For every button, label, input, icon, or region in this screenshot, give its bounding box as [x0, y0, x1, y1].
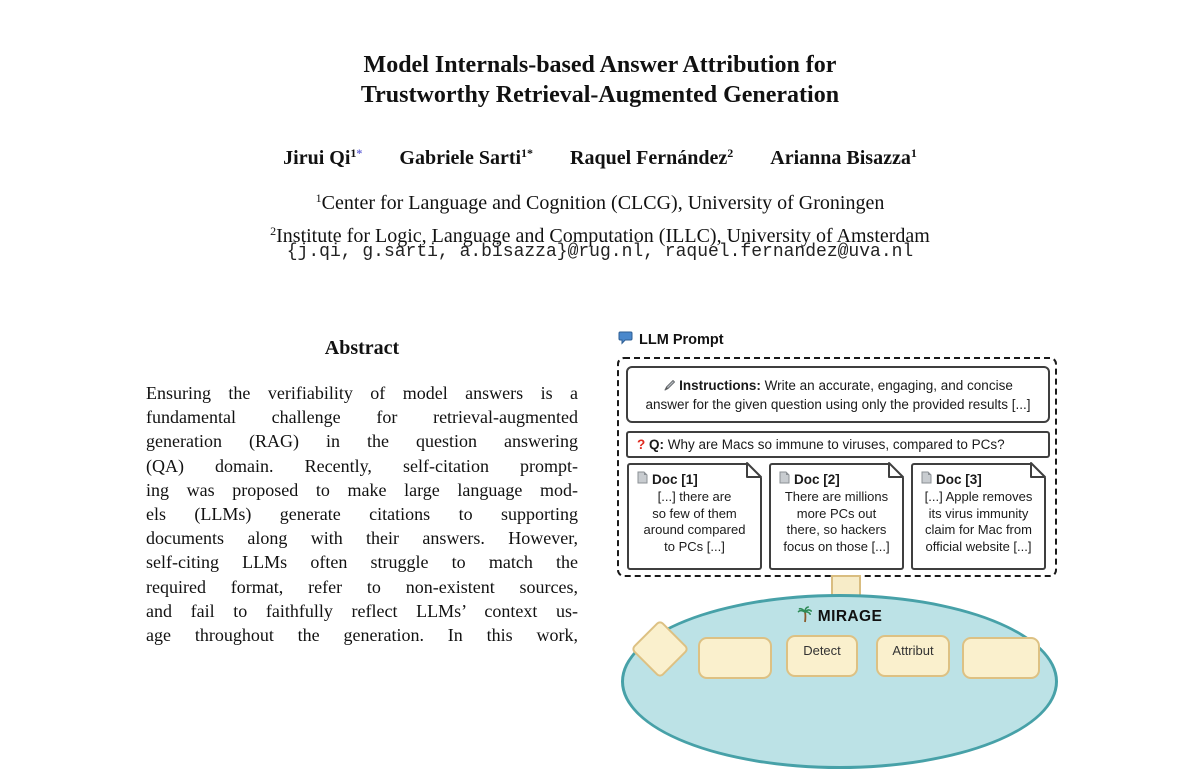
mirage-node-1: [698, 637, 772, 679]
speech-bubble-icon: [618, 331, 633, 349]
doc-box-1: [627, 463, 762, 570]
page-icon: [637, 471, 648, 487]
mirage-node-detect: Detect: [786, 635, 858, 677]
abstract-line: documents along with their answers. However,: [146, 528, 578, 549]
mirage-node-attribute: Attribut: [876, 635, 950, 677]
page-icon: [921, 471, 932, 487]
author-jirui-qi: Jirui $Qi^{1*}$: [283, 146, 363, 169]
instructions-box: [626, 366, 1050, 423]
author-affil-sup: 2: [727, 146, 734, 160]
author-raquel-fernandez: Raquel Fernández$^2$: [570, 146, 734, 169]
doc-text: [...] Apple removes its virus immunity claim for Mac from official website [...]: [924, 489, 1033, 554]
instructions-label: Instructions:: [679, 378, 761, 393]
mirage-title: MIRAGE: [621, 605, 1058, 628]
question-box: [626, 431, 1050, 458]
author-affil-sup: 1: [350, 146, 357, 160]
llm-prompt-label: LLM Prompt: [618, 331, 724, 349]
author-star: *: [356, 146, 363, 160]
mirage-node-4: [962, 637, 1040, 679]
instructions-line1: Write an accurate, engaging, and concise: [760, 378, 1013, 393]
abstract-body: [146, 381, 578, 647]
abstract-line: (QA) domain. Recently, self-citation prompt-: [146, 455, 578, 476]
dogear-fold-icon: [1028, 463, 1046, 481]
palm-tree-icon: [797, 605, 813, 628]
affiliations: [0, 184, 1200, 250]
author-star: *: [527, 146, 534, 160]
abstract-line: self-citing LLMs often struggle to match the: [146, 552, 578, 573]
page-icon: [779, 471, 790, 487]
abstract-line: els (LLMs) generate citations to supporting: [146, 504, 578, 525]
paper-title-line2: Trustworthy Retrieval-Augmented Generation: [360, 82, 840, 108]
doc-title-row: Doc [1]: [637, 471, 760, 487]
dogear-fold-icon: [886, 463, 904, 481]
affiliation-amsterdam: $^2$Institute for Logic, Language and Computation (ILLC), University of Amsterdam: [270, 224, 930, 247]
doc-box-3: [911, 463, 1046, 570]
red-question-mark: ?: [637, 437, 646, 452]
doc-title-row: Doc [2]: [779, 471, 902, 487]
abstract-line: Ensuring the verifiability of model answers is a: [146, 383, 578, 403]
affiliation-groningen: $^1$Center for Language and Cognition (CLCG), University of Groningen: [315, 191, 885, 214]
instructions-line2: answer for the given question using only the provided results [...]: [645, 397, 1031, 412]
doc-text: [...] there are so few of them around compared to PCs [...]: [643, 489, 746, 554]
dogear-fold-icon: [744, 463, 762, 481]
author-arianna-bisazza: Arianna Bisazza$^1$: [770, 146, 917, 169]
author-list: [0, 146, 1200, 170]
author-affil-sup: 1: [910, 146, 917, 160]
question-text: Why are Macs so immune to viruses, compared to PCs?: [664, 437, 1005, 452]
author-emails: {j.qi, g.sarti, a.bisazza}@rug.nl, raquel.fernandez@uva.nl: [286, 242, 914, 262]
abstract-heading: Abstract: [324, 337, 400, 359]
abstract-line: fundamental challenge for retrieval-augmented: [146, 407, 578, 428]
abstract-line: ing was proposed to make large language mod-: [146, 479, 578, 500]
doc-box-2: [769, 463, 904, 570]
abstract-line: age throughout the generation. In this work,: [146, 625, 578, 646]
question-label: Q:: [645, 437, 664, 452]
pencil-icon: [663, 378, 679, 393]
author-gabriele-sarti: Gabriele Sarti$^{1*}$: [399, 146, 534, 169]
doc-title-row: Doc [3]: [921, 471, 1044, 487]
abstract-line: and fail to faithfully reflect LLMs’ context us-: [146, 600, 578, 621]
paper-title-line1: Model Internals-based Answer Attribution for: [363, 52, 837, 78]
paper-title: [0, 50, 1200, 110]
author-affil-sup: 1: [521, 146, 528, 160]
abstract-line: generation (RAG) in the question answering: [146, 431, 578, 452]
doc-text: There are millions more PCs out there, so hackers focus on those [...]: [783, 489, 890, 554]
abstract-line: required format, refer to non-existent sources,: [146, 576, 578, 597]
